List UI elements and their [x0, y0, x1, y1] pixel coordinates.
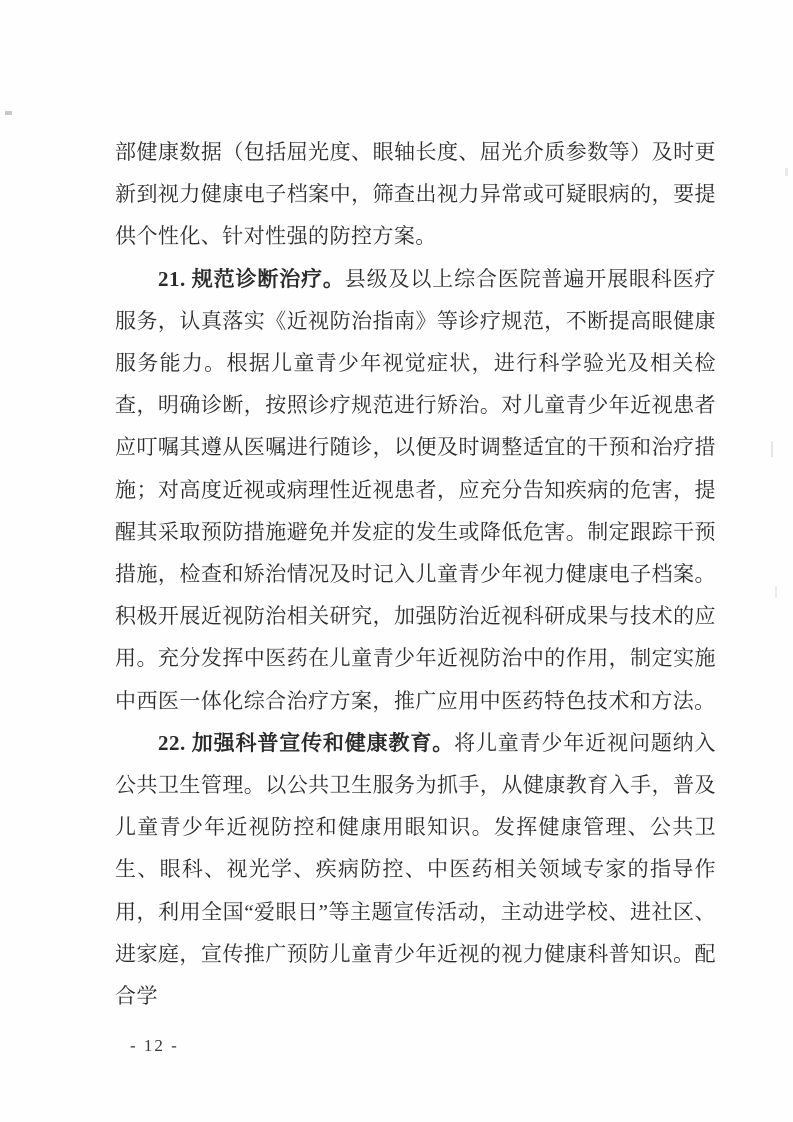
continuation-paragraph [115, 131, 716, 258]
continuation-paragraph-text: 部健康数据（包括屈光度、眼轴长度、屈光介质参数等）及时更新到视力健康电子档案中，筛查出视力异常或可疑眼病的，要提供个性化、针对性强的防控方案。 [115, 140, 716, 249]
section-21-heading: 21. 规范诊断治疗。 [158, 266, 345, 291]
scan-artifact [785, 168, 788, 176]
document-text-block [115, 131, 716, 1017]
scan-artifact [5, 111, 12, 115]
scan-artifact [775, 586, 777, 598]
section-22-heading: 22. 加强科普宣传和健康教育。 [158, 730, 455, 755]
paragraph-section-21 [115, 258, 716, 722]
paragraph-section-22 [115, 722, 716, 1017]
scan-artifact [771, 441, 773, 457]
section-21-body: 县级及以上综合医院普遍开展眼科医疗服务，认真落实《近视防治指南》等诊疗规范，不断提高眼健康服务能力。根据儿童青少年视觉症状，进行科学验光及相关检查，明确诊断，按照诊疗规范进行矫治。对儿童青少年近视患者应叮嘱其遵从医嘱进行随诊，以便及时调整适宜的干预和治疗措施；对高度近视或病理性近视患者，应充分告知疾病的危害，提醒其采取预防措施避免并发症的发生或降低危害。制定跟踪干预措施，检查和矫治情况及时记入儿童青少年视力健康电子档案。积极开展近视防治相关研究，加强防治近视科研成果与技术的应用。充分发挥中医药在儿童青少年近视防治中的作用，制定实施中西医一体化综合治疗方案，推广应用中医药特色技术和方法。 [115, 266, 716, 713]
section-22-body: 将儿童青少年近视问题纳入公共卫生管理。以公共卫生服务为抓手，从健康教育入手，普及儿童青少年近视防控和健康用眼知识。发挥健康管理、公共卫生、眼科、视光学、疾病防控、中医药相关领域专家的指导作用，利用全国“爱眼日”等主题宣传活动，主动进学校、进社区、进家庭，宣传推广预防儿童青少年近视的视力健康科普知识。配合学 [115, 730, 716, 1009]
page-number: - 12 - [130, 1036, 179, 1055]
